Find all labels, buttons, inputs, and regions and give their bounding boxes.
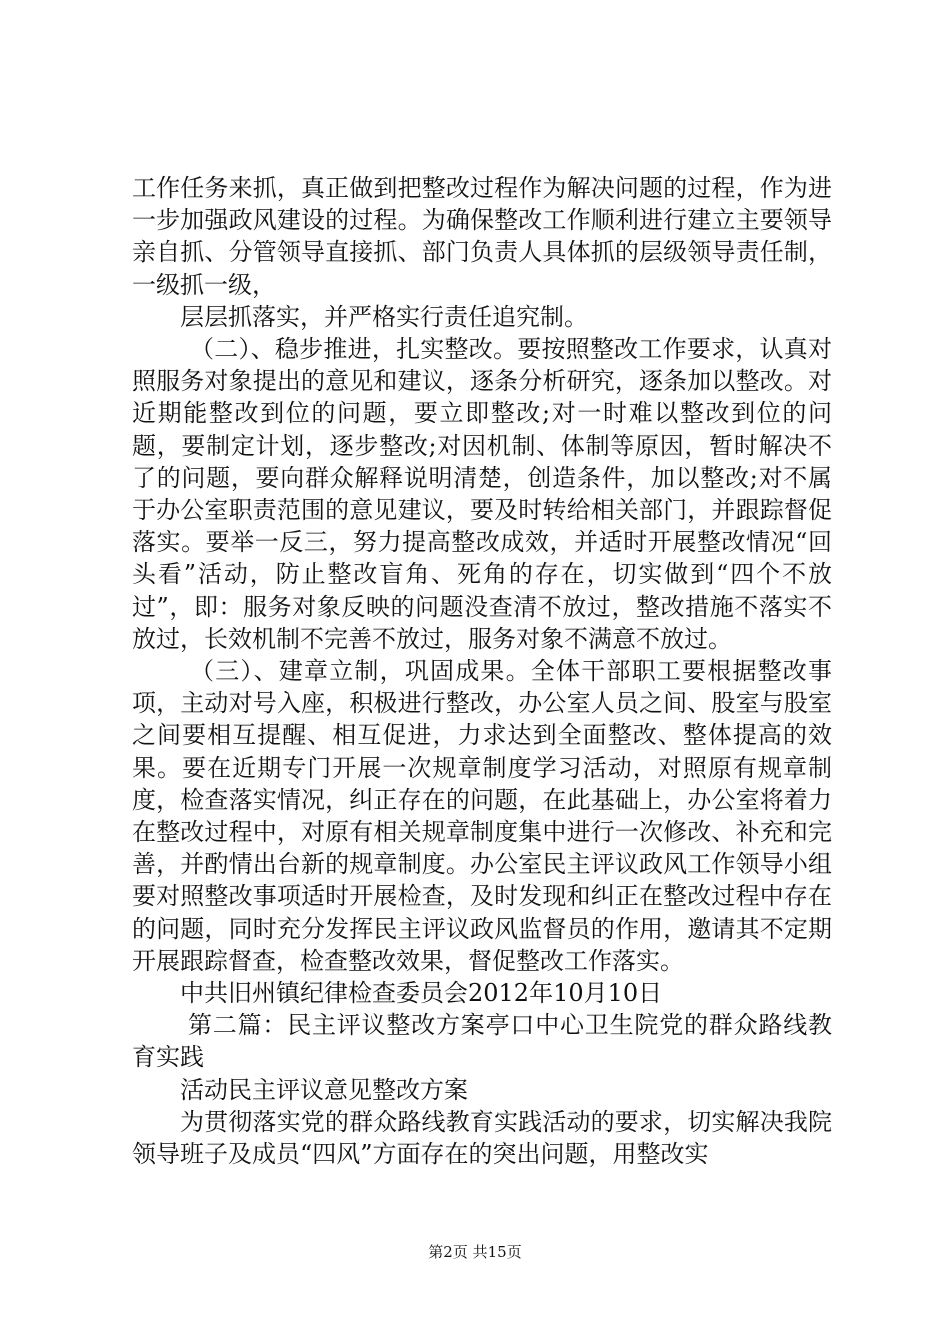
paragraph-2: 层层抓落实，并严格实行责任追究制。 [180,302,588,331]
page-footer [0,1242,950,1262]
document-body [132,172,832,1170]
paragraph-1: 工作任务来抓，真正做到把整改过程作为解决问题的过程，作为进一步加强政风建设的过程。为确保整改工作顺利进行建立主要领导亲自抓、分管领导直接抓、部门负责人具体抓的层级领导责任制，一级抓一级， [132,174,832,299]
section-heading: 第二篇：民主评议整改方案亭口中心卫生院党的群众路线教育实践 [132,1011,832,1072]
page-number: 第2页 共15页 [428,1243,522,1261]
paragraph-4: （三）、建章立制，巩固成果。全体干部职工要根据整改事项，主动对号入座，积极进行整改，办公室人员之间、股室与股室之间要相互提醒、相互促进，力求达到全面整改、整体提高的效果。要在近期专门开展一次规章制度学习活动，对照原有规章制度，检查落实情况，纠正存在的问题，在此基础上，办公室将着力在整改过程中，对原有相关规章制度集中进行一次修改、补充和完善，并酌情出台新的规章制度。办公室民主评议政风工作领导小组要对照整改事项适时开展检查，及时发现和纠正在整改过程中存在的问题，同时充分发挥民主评议政风监督员的作用，邀请其不定期开展跟踪督查，检查整改效果，督促整改工作落实。 [132,657,832,975]
signature-line: 中共旧州镇纪律检查委员会2012年10月10日 [180,979,663,1008]
section-subheading: 活动民主评议意见整改方案 [180,1075,468,1104]
paragraph-3: （二）、稳步推进，扎实整改。要按照整改工作要求，认真对照服务对象提出的意见和建议，逐条分析研究，逐条加以整改。对近期能整改到位的问题，要立即整改;对一时难以整改到位的问题，要制定计划，逐步整改;对因机制、体制等原因，暂时解决不了的问题，要向群众解释说明清楚，创造条件，加以整改;对不属于办公室职责范围的意见建议，要及时转给相关部门，并跟踪督促落实。要举一反三，努力提高整改成效，并适时开展整改情况“回头看”活动，防止整改盲角、死角的存在，切实做到“四个不放过”，即：服务对象反映的问题没查清不放过，整改措施不落实不放过，长效机制不完善不放过，服务对象不满意不放过。 [132,335,832,653]
paragraph-8: 为贯彻落实党的群众路线教育实践活动的要求，切实解决我院领导班子及成员“四风”方面存在的突出问题，用整改实 [132,1107,832,1169]
